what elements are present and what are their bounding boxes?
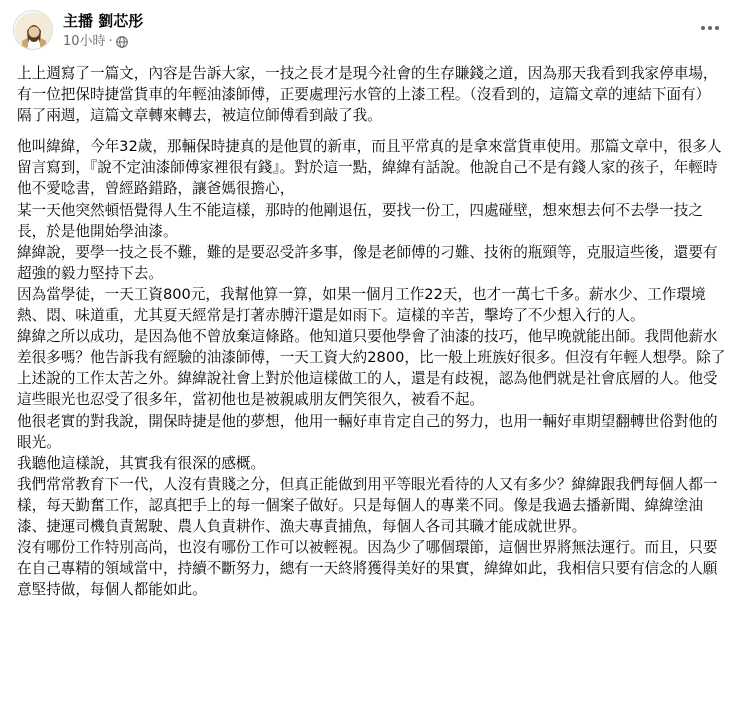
author-name[interactable]: 主播 劉芯彤 (63, 12, 144, 30)
post-paragraph: 隔了兩週，這篇文章轉來轉去，被這位師傅看到敲了我。 (17, 107, 382, 125)
post-paragraph: 我聽他這樣說，其實我有很深的感概。 (17, 454, 266, 472)
post-paragraph: 他叫緯緯，今年32歲，那輛保時捷真的是他買的新車，而且平常真的是拿來當貨車使用。那篇文章中，很多人留言寫到，『說不定油漆師傅家裡很有錢』。對於這一點，緯緯有話說。他說自己不是有錢人家的孩子，年輕時他不愛唸書，曾經路錯路，讓爸媽很擔心， (17, 138, 722, 198)
post-paragraph: 沒有哪份工作特別高尚，也沒有哪份工作可以被輕視。因為少了哪個環節，這個世界將無法運行。而且，只要在自己專精的領域當中，持續不斷努力，總有一天終將獲得美好的果實，緯緯如此，我相信只要有信念的人願意堅持做，每個人都能如此。 (17, 539, 718, 599)
post-paragraph: 緯緯說，要學一技之長不難，難的是要忍受許多事，像是老師傅的刁難、技術的瓶頸等，克服這些後，還要有超強的毅力堅持下去。 (17, 243, 718, 282)
avatar-image (14, 11, 53, 50)
post-paragraph: 某一天他突然頓悟覺得人生不能這樣，那時的他剛退伍，要找一份工，四處碰壁，想來想去何不去學一技之長，於是他開始學油漆。 (17, 201, 703, 240)
more-horizontal-icon (701, 26, 705, 30)
meta-separator: · (108, 34, 113, 49)
post-header (0, 0, 738, 58)
post-meta (63, 34, 128, 50)
more-options-button[interactable] (692, 10, 728, 46)
post-paragraph: 他很老實的對我說，開保時捷是他的夢想，他用一輛好車肯定自己的努力，也用一輛好車期望翻轉世俗對他的眼光。 (17, 412, 718, 451)
post-timestamp[interactable]: 10小時 (63, 34, 106, 49)
post-paragraph: 我們常常教育下一代，人沒有貴賤之分，但真正能做到用平等眼光看待的人又有多少？緯緯跟我們每個人都一樣，每天勤奮工作，認真把手上的每一個案子做好。只是每個人的專業不同。像是我過去播新聞、緯緯塗油漆、捷運司機負責駕駛、農人負責耕作、漁夫專責捕魚，每個人各司其職才能成就世界。 (17, 475, 718, 535)
post-paragraph: 上上週寫了一篇文，內容是告訴大家，一技之長才是現今社會的生存賺錢之道，因為那天我看到我家停車場，有一位把保時捷當貨車的年輕油漆師傅，正要處理污水管的上漆工程。（沒看到的，這篇文章的連結下面有） (17, 65, 718, 104)
avatar[interactable] (13, 10, 53, 50)
post-paragraph: 緯緯之所以成功，是因為他不曾放棄這條路。他知道只要他學會了油漆的技巧，他早晚就能出師。我問他薪水差很多嗎？他告訴我有經驗的油漆師傅，一天工資大約2800，比一般上班族好很多。但沒有年輕人想學。除了上述說的工作太苦之外。緯緯說社會上對於他這樣做工的人，還是有歧視，認為他們就是社會底層的人。他受這些眼光也忍受了很多年，當初他也是被親戚朋友們笑很久，被看不起。 (17, 328, 726, 409)
post-body (17, 63, 729, 600)
globe-icon[interactable] (116, 36, 128, 48)
post-paragraph: 因為當學徒，一天工資800元，我幫他算一算，如果一個月工作22天，也才一萬七千多。薪水少、工作環境熱、悶、味道重，尤其夏天經常是打著赤膊汗還是如雨下。這樣的辛苦，擊垮了不少想入行的人。 (17, 285, 706, 325)
